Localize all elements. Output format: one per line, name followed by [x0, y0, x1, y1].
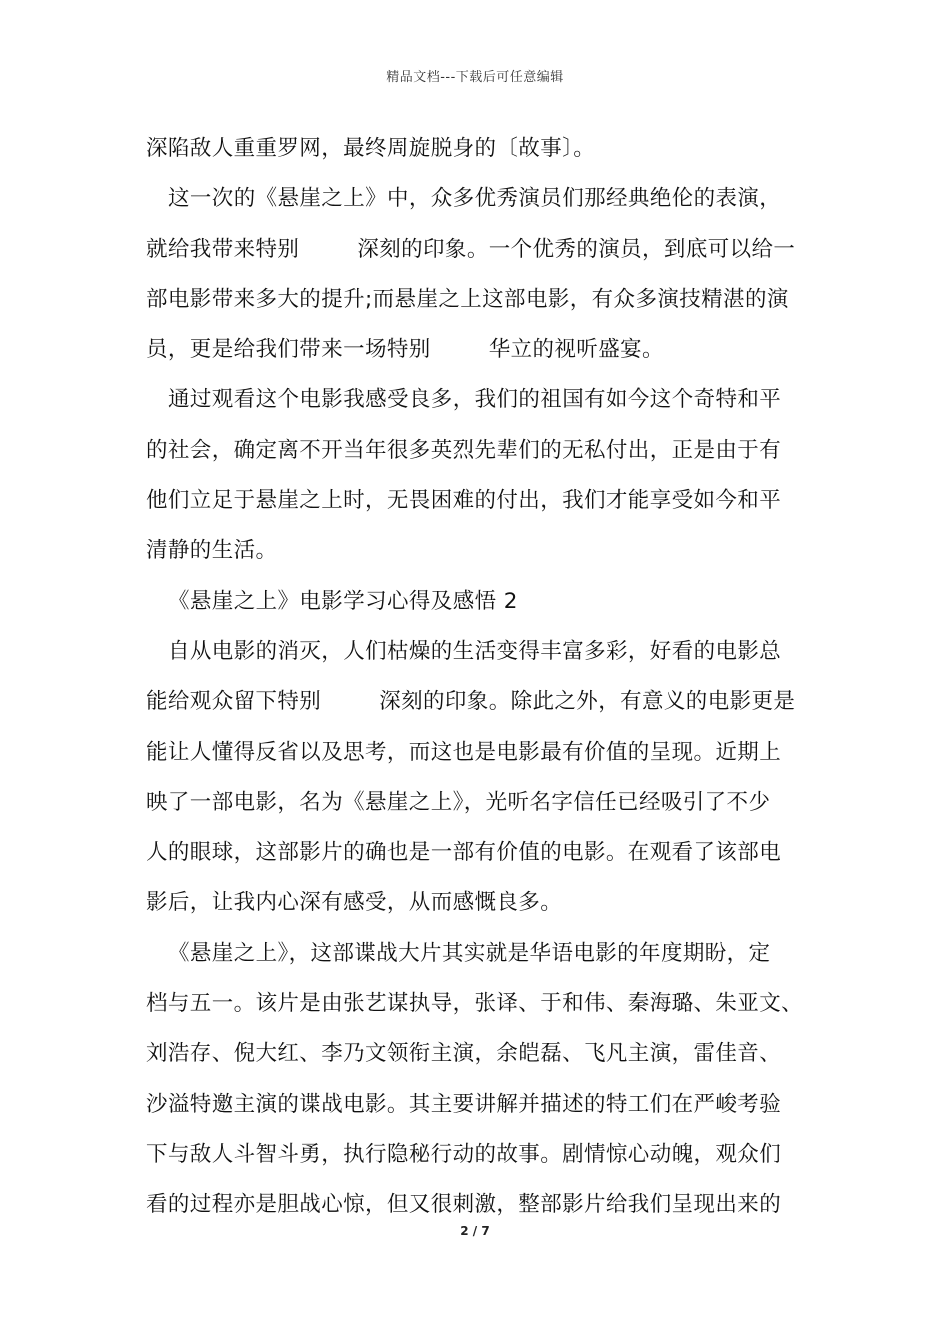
text-line: 自从电影的消灭，人们枯燥的生活变得丰富多彩，好看的电影总 — [168, 638, 782, 664]
text-line: 人的眼球，这部影片的确也是一部有价值的电影。在观看了该部电 — [146, 840, 782, 866]
page-header: 精品文档---下载后可任意编辑 — [386, 70, 564, 85]
text-segment: 深刻的印象。除此之外，有意义的电影更是 — [379, 689, 796, 715]
text-line: 影后，让我内心深有感受，从而感慨良多。 — [146, 890, 563, 916]
text-line: 《悬崖之上》，这部谍战大片其实就是华语电影的年度期盼，定 — [168, 940, 771, 966]
text-line — [146, 677, 826, 727]
text-segment: 深刻的印象。一个优秀的演员，到底可以给一 — [357, 236, 796, 262]
document-body — [146, 124, 826, 1231]
text-line — [146, 225, 826, 275]
page-number: 2 / 7 — [460, 1224, 490, 1238]
text-line: 下与敌人斗智斗勇，执行隐秘行动的故事。剧情惊心动魄，观众们 — [146, 1141, 782, 1167]
text-line: 通过观看这个电影我感受良多，我们的祖国有如今这个奇特和平 — [168, 387, 782, 413]
text-line: 深陷敌人重重罗网，最终周旋脱身的〔故事〕。 — [146, 136, 596, 161]
text-segment: 华立的视听盛宴。 — [488, 337, 664, 363]
text-line: 清静的生活。 — [146, 538, 278, 564]
text-line — [146, 325, 826, 375]
text-line: 能让人懂得反省以及思考，而这也是电影最有价值的呈现。近期上 — [146, 739, 782, 765]
text-line: 的社会，确定离不开当年很多英烈先辈们的无私付出，正是由于有 — [146, 437, 782, 463]
section-heading: 《悬崖之上》电影学习心得及感悟 2 — [168, 588, 518, 614]
text-segment: 就给我带来特别 — [146, 236, 300, 262]
text-line: 部电影带来多大的提升;而悬崖之上这部电影，有众多演技精湛的演 — [146, 286, 789, 312]
text-line: 映了一部电影，名为《悬崖之上》，光听名字信任已经吸引了不少 — [146, 789, 771, 815]
text-line: 沙溢特邀主演的谍战电影。其主要讲解并描述的特工们在严峻考验 — [146, 1091, 782, 1117]
text-line: 档与五一。该片是由张艺谋执导，张译、于和伟、秦海璐、朱亚文、 — [146, 991, 804, 1017]
text-line: 刘浩存、倪大红、李乃文领衔主演，余皑磊、飞凡主演，雷佳音、 — [146, 1041, 782, 1067]
text-line: 他们立足于悬崖之上时，无畏困难的付出，我们才能享受如今和平 — [146, 488, 782, 514]
text-line: 这一次的《悬崖之上》中，众多优秀演员们那经典绝伦的表演， — [168, 186, 782, 212]
text-segment: 能给观众留下特别 — [146, 689, 322, 715]
text-segment: 员，更是给我们带来一场特别 — [146, 337, 431, 363]
text-line: 看的过程亦是胆战心惊，但又很刺激，整部影片给我们呈现出来的 — [146, 1192, 782, 1218]
